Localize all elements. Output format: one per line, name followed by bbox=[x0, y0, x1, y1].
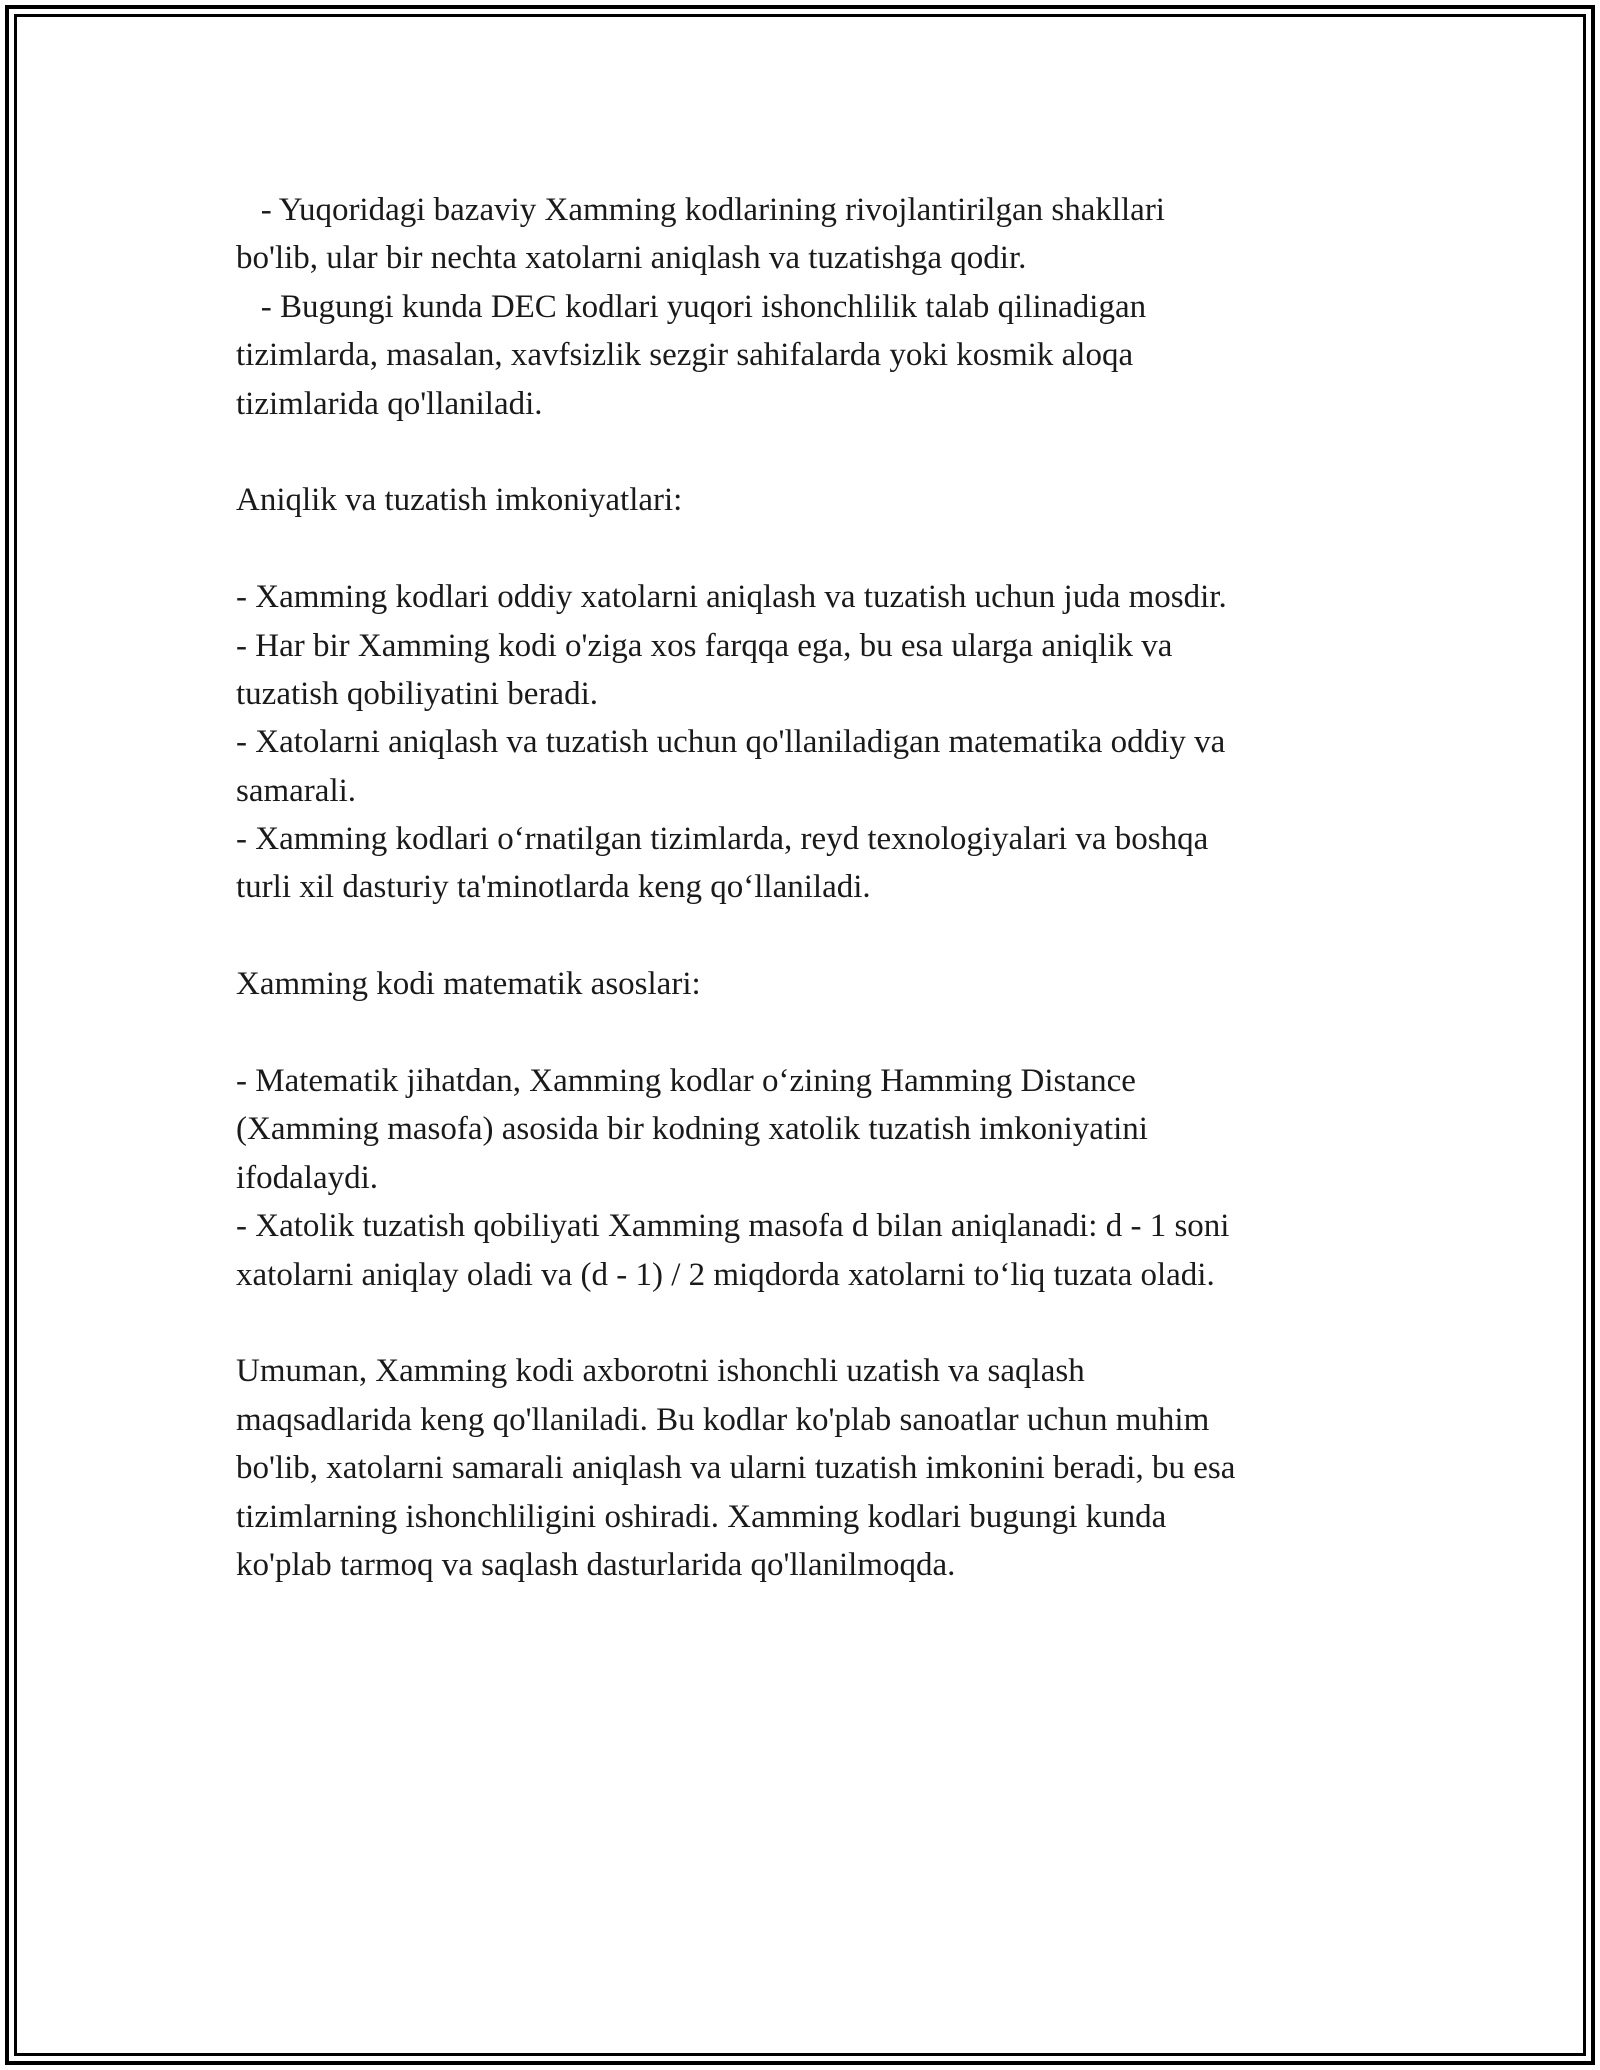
text-line: - Xatolarni aniqlash va tuzatish uchun qo'llaniladigan matematika oddiy va bbox=[236, 724, 1226, 761]
section-dec-codes bbox=[236, 186, 1376, 428]
text-line: tuzatish qobiliyatini beradi. bbox=[236, 675, 599, 712]
section-heading: Xamming kodi matematik asoslari: bbox=[236, 966, 701, 1003]
paragraph-spacer bbox=[236, 1299, 1376, 1347]
text-line: - Xatolik tuzatish qobiliyati Xamming masofa d bilan aniqlanadi: d - 1 soni bbox=[236, 1208, 1230, 1245]
text-line: - Xamming kodlari o‘rnatilgan tizimlarda, reyd texnologiyalari va boshqa bbox=[236, 821, 1209, 858]
section-heading: Aniqlik va tuzatish imkoniyatlari: bbox=[236, 482, 683, 519]
text-line: samarali. bbox=[236, 772, 357, 809]
paragraph-spacer bbox=[236, 525, 1376, 573]
text-line: tizimlarida qo'llaniladi. bbox=[236, 385, 543, 422]
text-line: - Xamming kodlari oddiy xatolarni aniqlash va tuzatish uchun juda mosdir. bbox=[236, 579, 1227, 616]
document-body bbox=[236, 186, 1376, 1589]
text-line: - Yuqoridagi bazaviy Xamming kodlarining rivojlantirilgan shakllari bbox=[236, 192, 1165, 228]
paragraph-spacer bbox=[236, 1009, 1376, 1057]
text-line: maqsadlarida keng qo'llaniladi. Bu kodlar ko'plab sanoatlar uchun muhim bbox=[236, 1401, 1210, 1438]
section-math-basics bbox=[236, 960, 1376, 1299]
text-line: tizimlarning ishonchliligini oshiradi. Xamming kodlari bugungi kunda bbox=[236, 1498, 1167, 1535]
text-line: turli xil dasturiy ta'minotlarda keng qo‘llaniladi. bbox=[236, 869, 871, 906]
text-line: ko'plab tarmoq va saqlash dasturlarida qo'llanilmoqda. bbox=[236, 1546, 956, 1583]
text-line: - Matematik jihatdan, Xamming kodlar o‘zining Hamming Distance bbox=[236, 1063, 1136, 1100]
text-line: xatolarni aniqlay oladi va (d - 1) / 2 miqdorda xatolarni to‘liq tuzata oladi. bbox=[236, 1256, 1215, 1293]
text-line: (Xamming masofa) asosida bir kodning xatolik tuzatish imkoniyatini bbox=[236, 1111, 1148, 1148]
text-line: bo'lib, ular bir nechta xatolarni aniqlash va tuzatishga qodir. bbox=[236, 240, 1027, 277]
section-accuracy bbox=[236, 476, 1376, 912]
text-line: Umuman, Xamming kodi axborotni ishonchli uzatish va saqlash bbox=[236, 1353, 1085, 1390]
paragraph-spacer bbox=[236, 912, 1376, 960]
text-line: - Bugungi kunda DEC kodlari yuqori ishonchlilik talab qilinadigan bbox=[236, 288, 1147, 325]
text-line: tizimlarda, masalan, xavfsizlik sezgir sahifalarda yoki kosmik aloqa bbox=[236, 337, 1134, 374]
text-line: bo'lib, xatolarni samarali aniqlash va ularni tuzatish imkonini beradi, bu esa bbox=[236, 1450, 1236, 1487]
section-conclusion bbox=[236, 1347, 1376, 1589]
text-line: - Har bir Xamming kodi o'ziga xos farqqa ega, bu esa ularga aniqlik va bbox=[236, 627, 1173, 664]
paragraph-spacer bbox=[236, 428, 1376, 476]
text-line: ifodalaydi. bbox=[236, 1159, 379, 1196]
